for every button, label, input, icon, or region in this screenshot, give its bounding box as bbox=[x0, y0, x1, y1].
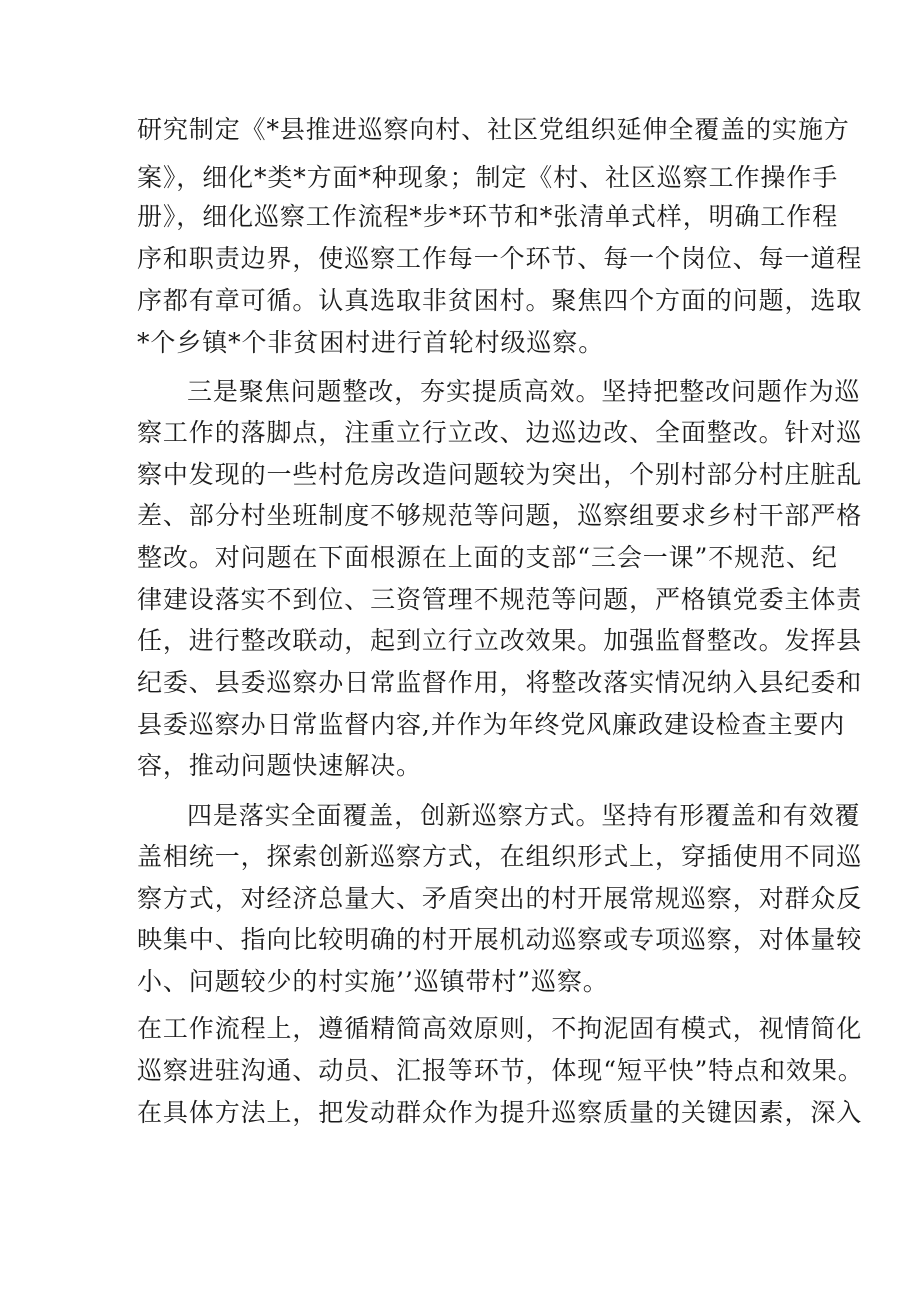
text-line-11: 整改。对问题在下面根源在上面的支部“三会一课”不规范、纪 bbox=[137, 543, 838, 572]
paragraph-3-first-line: 三是聚焦问题整改，夯实提质高效。坚持把整改问题作为巡 bbox=[187, 377, 861, 406]
paragraph-4-first-line: 四是落实全面覆盖，创新巡察方式。坚持有形覆盖和有效覆 bbox=[187, 801, 861, 830]
text-line-21: 小、问题较少的村实施’’巡镇带村”巡察。 bbox=[137, 967, 609, 996]
text-line-22: 在工作流程上，遵循精简高效原则，不拘泥固有模式，视情简化 bbox=[137, 1014, 863, 1043]
text-line-3: 册》，细化巡察工作流程*步*环节和*张清单式样，明确工作程 bbox=[137, 202, 839, 231]
text-line-16: 容，推动问题快速解决。 bbox=[137, 751, 422, 780]
text-line-18: 盖相统一，探索创新巡察方式，在组织形式上，穿插使用不同巡 bbox=[137, 842, 863, 871]
text-line-20: 映集中、指向比较明确的村开展机动巡察或专项巡察，对体量较 bbox=[137, 925, 863, 954]
text-line-15: 县委巡察办日常监督内容,并作为年终党风廉政建设检查主要内 bbox=[137, 710, 846, 739]
text-line-8: 察工作的落脚点，注重立行立改、边巡边改、全面整改。针对巡 bbox=[137, 418, 863, 447]
text-line-9: 察中发现的一些村危房改造问题较为突出，个别村部分村庄脏乱 bbox=[137, 460, 863, 489]
text-line-12: 律建设落实不到位、三资管理不规范等问题，严格镇党委主体责 bbox=[137, 585, 863, 614]
text-line-23: 巡察进驻沟通、动员、汇报等环节，体现“短平快”特点和效果。 bbox=[137, 1056, 864, 1085]
text-line-14: 纪委、县委巡察办日常监督作用，将整改落实情况纳入县纪委和 bbox=[137, 668, 863, 697]
text-line-13: 任，进行整改联动，起到立行立改效果。加强监督整改。发挥县 bbox=[137, 626, 863, 655]
text-line-2: 案》，细化*类*方面*种现象；制定《村、社区巡察工作操作手 bbox=[137, 163, 839, 192]
text-line-10: 差、部分村坐班制度不够规范等问题，巡察组要求乡村干部严格 bbox=[137, 501, 863, 530]
text-line-19: 察方式，对经济总量大、矛盾突出的村开展常规巡察，对群众反 bbox=[137, 884, 863, 913]
text-line-4: 序和职责边界，使巡察工作每一个环节、每一个岗位、每一道程 bbox=[137, 244, 863, 273]
text-line-24: 在具体方法上，把发动群众作为提升巡察质量的关键因素，深入 bbox=[137, 1098, 863, 1127]
text-line-5: 序都有章可循。认真选取非贫困村。聚焦四个方面的问题，选取 bbox=[137, 286, 863, 315]
text-line-6: *个乡镇*个非贫困村进行首轮村级巡察。 bbox=[137, 328, 605, 357]
text-line-1: 研究制定《*县推进巡察向村、社区党组织延伸全覆盖的实施方 bbox=[137, 115, 850, 144]
